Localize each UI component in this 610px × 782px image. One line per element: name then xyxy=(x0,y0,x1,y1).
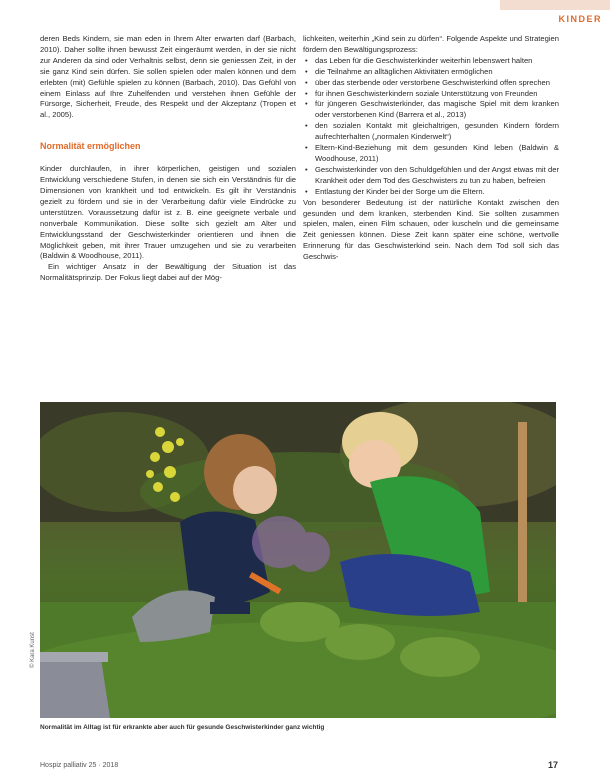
bullet-item: • die Teilnahme an alltäglichen Aktivitäten ermöglichen xyxy=(303,67,559,78)
section-label: KINDER xyxy=(558,14,602,24)
bullet-item: • für jüngeren Geschwisterkinder, das magische Spiel mit dem kranken oder verstorbenen Kind (Barrera et al., 2013) xyxy=(303,99,559,121)
left-paragraph-2: Kinder durchlaufen, in ihrer körperlichen, geistigen und sozialen Entwicklung verschiedene Stufen, in denen sie sich ein Verständnis für die Dimensionen von krankheit und tod entwickeln. Es gilt ihr Verständnis gezielt zu fördern und sie in der Verarbeitung dafür viele Eindrücke zu unterstützen. Voraussetzung dafür ist z. B. eine geeignete verbale und nonverbale Kommunikation. Diese sollte sich gezielt am Alter und Entwicklungsstand der Geschwisterkinder orientieren und ihnen die Möglichkeit geben, mit ihrer Trauer umzugehen und sie zu verarbeiten (Baldwin & Woodhouse, 2011). xyxy=(40,164,296,261)
left-paragraph-1: deren Beds Kindern, sie man eden in Ihrem Alter erwarten darf (Barbach, 2010). Daher sollte ihnen bewusst Zeit eingeräumt werden, in der sie nicht zur Anderen da sind oder Verhaltnis selbst, denn sie geniessen Zeit, in der sie ganz Kind sein dürfen. Sie sollen spielen oder malen können und dem erlebten (mit) Gefühle spielen zu können (Barbach, 2010). Das Gefühl von einem Einlass auf Ihre Zuhelfenden und verstehen ihnen Gefühle der Fürsorge, Sicherheit, Freude, des Respekt und der Akzeptanz (Tropen et al., 2005). xyxy=(40,34,296,120)
right-paragraph-2: Von besonderer Bedeutung ist der natürliche Kontakt zwischen den gesunden und dem kranken, sterbenden Kind. Sie sollten zusammen spielen, malen, einen Film schauen, oder kuscheln und die gemeinsame Zeit geniessen können. Diese Zeit kann später eine schöne, wertvolle Erinnerung für das Geschwisterkind sein. Nach dem Tod soll sich das Geschwis- xyxy=(303,197,559,262)
right-paragraph-1: lichkeiten, weiterhin „Kind sein zu dürfen“. Folgende Aspekte und Strategien fördern den Bewältigungsprozess: xyxy=(303,34,559,54)
bullet-item: • das Leben für die Geschwisterkinder weiterhin lebenswert halten xyxy=(303,56,559,67)
bullet-item: • den sozialen Kontakt mit gleichaltrigen, gesunden Kindern fördern aufrechterhalten („normalen Kinderwelt“) xyxy=(303,121,559,143)
left-paragraph-3: Ein wichtiger Ansatz in der Bewältigung der Situation ist das Normalitätsprinzip. Der Fokus liegt dabei auf der Mög- xyxy=(40,262,296,283)
photo-credit: © Kara Kunst xyxy=(30,632,36,668)
photo-caption: Normalität im Alltag ist für erkrankte aber auch für gesunde Geschwisterkinder ganz wichtig xyxy=(40,724,325,731)
bullet-item: • über das sterbende oder verstorbene Geschwisterkind offen sprechen xyxy=(303,78,559,89)
bullet-item: • Entlastung der Kinder bei der Sorge um die Eltern. xyxy=(303,187,559,198)
bullet-item: • für ihnen Geschwisterkindern soziale Unterstützung von Freunden xyxy=(303,89,559,100)
section-color-bar xyxy=(500,0,610,10)
right-column xyxy=(303,34,559,263)
garden-photo xyxy=(40,402,556,718)
journal-footer: Hospiz palliativ 25 · 2018 xyxy=(40,762,119,769)
bullet-list xyxy=(303,56,559,198)
page-number: 17 xyxy=(547,760,558,770)
left-column xyxy=(40,34,296,284)
bullet-item: • Eltern-Kind-Beziehung mit dem gesunden Kind leben (Baldwin & Woodhouse, 2011) xyxy=(303,143,559,165)
bullet-item: • Geschwisterkinder von den Schuldgefühlen und der Angst etwas mit der Krankheit oder dem Tod des Geschwisters zu tun zu haben, befreien xyxy=(303,165,559,187)
garden-illustration xyxy=(40,402,556,718)
subheading: Normalität ermöglichen xyxy=(40,141,141,152)
